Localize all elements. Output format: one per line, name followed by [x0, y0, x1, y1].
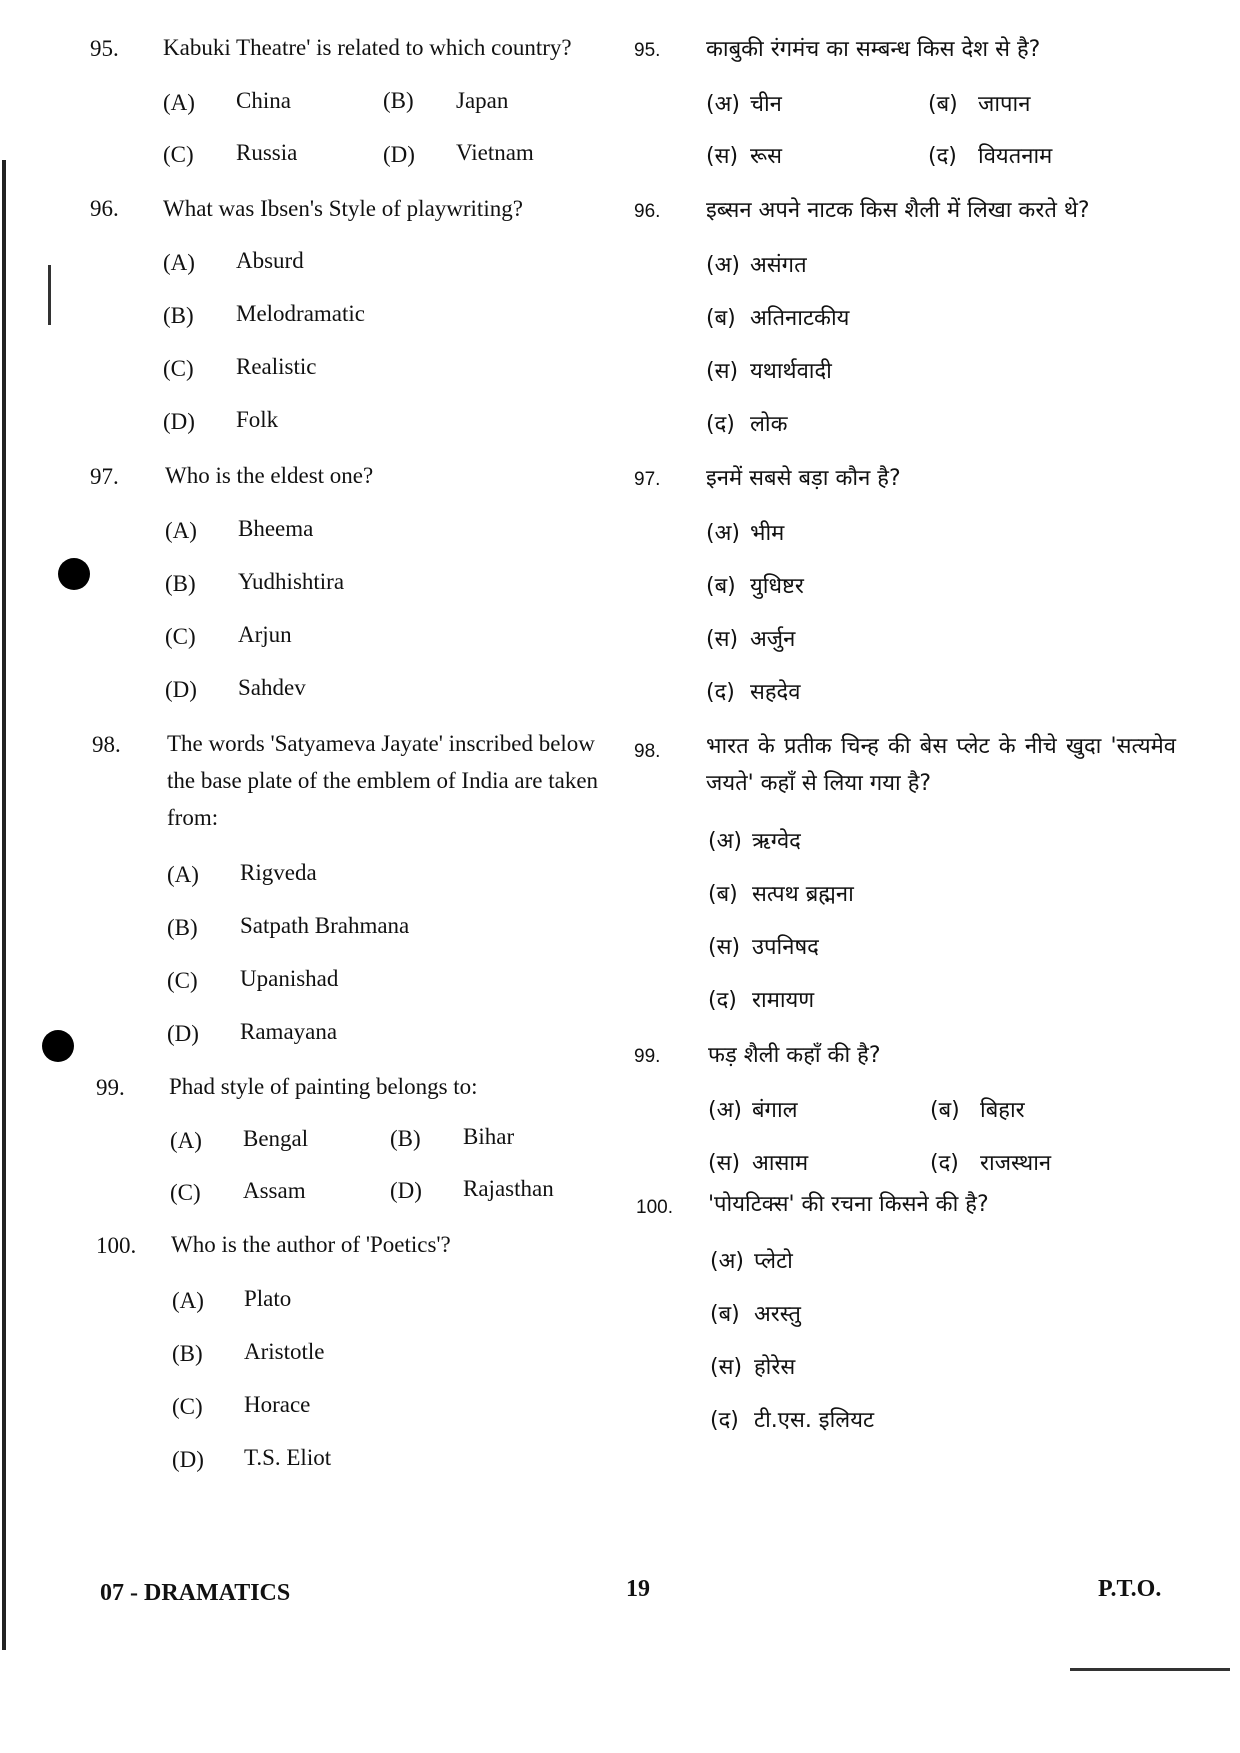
- option-label: (D): [383, 142, 415, 167]
- question-text: Who is the eldest one?: [165, 463, 374, 488]
- option-text: T.S. Eliot: [244, 1445, 332, 1470]
- scan-dot: [42, 1030, 74, 1062]
- option-label: (A): [163, 90, 195, 115]
- option-text: प्लेटो: [754, 1249, 793, 1274]
- question-number: 95.: [634, 40, 661, 61]
- question-text: इनमें सबसे बड़ा कौन है?: [706, 466, 901, 491]
- option-label: (द): [706, 680, 735, 705]
- option-text: ऋग्वेद: [752, 829, 801, 854]
- option-label: (A): [165, 518, 197, 543]
- option-label: (A): [170, 1128, 202, 1153]
- subject-code: 07 - DRAMATICS: [100, 1580, 291, 1606]
- option-text: Horace: [244, 1392, 311, 1417]
- option-label: (अ): [708, 829, 742, 854]
- option-label: (द): [710, 1408, 739, 1433]
- option-label: (B): [390, 1126, 421, 1151]
- question-text: भारत के प्रतीक चिन्ह की बेस प्लेट के नीचे खुदा 'सत्यमेव जयते' कहाँ से लिया गया है?: [706, 734, 1176, 796]
- option-label: (B): [163, 303, 194, 328]
- option-text: Rigveda: [240, 860, 317, 885]
- option-text: आसाम: [752, 1151, 809, 1176]
- option-text: Bengal: [243, 1126, 309, 1151]
- option-text: Aristotle: [244, 1339, 325, 1364]
- question-number: 95.: [90, 36, 119, 61]
- question-number: 96.: [90, 196, 119, 221]
- option-text: Russia: [236, 140, 298, 165]
- option-text: भीम: [750, 521, 785, 546]
- option-text: Bheema: [238, 516, 314, 541]
- option-label: (अ): [706, 253, 740, 278]
- option-label: (B): [172, 1341, 203, 1366]
- option-label: (ब): [708, 882, 738, 907]
- question-text: 'पोयटिक्स' की रचना किसने की है?: [708, 1192, 989, 1217]
- option-text: वियतनाम: [978, 144, 1053, 169]
- option-text: Assam: [243, 1178, 306, 1203]
- option-label: (अ): [708, 1098, 742, 1123]
- question-number: 100.: [636, 1197, 673, 1218]
- option-text: Bihar: [463, 1124, 515, 1149]
- option-label: (D): [165, 677, 197, 702]
- option-label: (A): [163, 250, 195, 275]
- option-text: होरेस: [754, 1355, 796, 1380]
- question-number: 96.: [634, 201, 661, 222]
- option-label: (द): [930, 1151, 959, 1176]
- option-label: (C): [165, 624, 196, 649]
- option-label: (ब): [706, 306, 736, 331]
- option-text: China: [236, 88, 291, 113]
- option-text: Japan: [456, 88, 509, 113]
- question-text: Phad style of painting belongs to:: [169, 1074, 478, 1099]
- option-label: (ब): [710, 1302, 740, 1327]
- option-text: टी.एस. इलियट: [754, 1408, 875, 1433]
- option-label: (C): [172, 1394, 203, 1419]
- question-number: 97.: [634, 469, 661, 490]
- option-text: Plato: [244, 1286, 292, 1311]
- option-text: Folk: [236, 407, 279, 432]
- option-text: Satpath Brahmana: [240, 913, 410, 938]
- option-text: Ramayana: [240, 1019, 338, 1044]
- option-text: अरस्तु: [754, 1302, 801, 1327]
- option-text: Sahdev: [238, 675, 306, 700]
- option-text: Absurd: [236, 248, 304, 273]
- option-text: Arjun: [238, 622, 292, 647]
- option-text: जापान: [978, 92, 1031, 117]
- option-text: बंगाल: [752, 1098, 798, 1123]
- option-text: यथार्थवादी: [750, 359, 832, 384]
- question-text: What was Ibsen's Style of playwriting?: [163, 196, 523, 221]
- scan-mark: [48, 265, 51, 325]
- option-text: अर्जुन: [750, 627, 796, 652]
- option-label: (अ): [706, 92, 740, 117]
- option-text: उपनिषद: [752, 935, 819, 960]
- question-text: The words 'Satyameva Jayate' inscribed below the base plate of the emblem of India are taken from:: [167, 731, 599, 830]
- question-text: Kabuki Theatre' is related to which country?: [163, 35, 572, 60]
- option-label: (B): [165, 571, 196, 596]
- option-text: राजस्थान: [980, 1151, 1052, 1176]
- option-text: Yudhishtira: [238, 569, 345, 594]
- option-text: सहदेव: [750, 680, 801, 705]
- option-text: अतिनाटकीय: [750, 306, 850, 331]
- option-text: सत्पथ ब्रह्मना: [752, 882, 854, 907]
- option-label: (ब): [930, 1098, 960, 1123]
- question-text: इब्सन अपने नाटक किस शैली में लिखा करते थे?: [706, 198, 1090, 223]
- question-number: 99.: [96, 1075, 125, 1100]
- option-text: लोक: [750, 412, 788, 437]
- page-number: 19: [626, 1576, 650, 1602]
- option-text: Melodramatic: [236, 301, 366, 326]
- question-number: 98.: [92, 732, 121, 757]
- option-label: (द): [928, 144, 957, 169]
- option-text: Realistic: [236, 354, 317, 379]
- option-text: Upanishad: [240, 966, 339, 991]
- question-text: फड़ शैली कहाँ की है?: [708, 1043, 881, 1068]
- question-number: 98.: [634, 741, 661, 762]
- option-label: (स): [706, 627, 739, 652]
- scan-margin-line: [2, 160, 6, 1650]
- option-label: (B): [167, 915, 198, 940]
- option-label: (C): [167, 968, 198, 993]
- option-label: (स): [708, 1151, 741, 1176]
- option-label: (स): [706, 144, 739, 169]
- option-label: (D): [172, 1447, 204, 1472]
- option-text: युधिष्टर: [750, 574, 804, 599]
- question-number: 99.: [634, 1046, 661, 1067]
- option-label: (द): [708, 988, 737, 1013]
- option-label: (A): [172, 1288, 204, 1313]
- option-text: असंगत: [750, 253, 807, 278]
- option-label: (D): [390, 1178, 422, 1203]
- option-text: Rajasthan: [463, 1176, 554, 1201]
- option-text: चीन: [750, 92, 782, 117]
- scan-dot: [58, 558, 90, 590]
- option-label: (D): [167, 1021, 199, 1046]
- option-label: (C): [163, 142, 194, 167]
- option-text: रामायण: [752, 988, 815, 1013]
- option-label: (स): [710, 1355, 743, 1380]
- option-label: (अ): [710, 1249, 744, 1274]
- question-text: Who is the author of 'Poetics'?: [171, 1232, 451, 1257]
- option-label: (D): [163, 409, 195, 434]
- option-label: (स): [706, 359, 739, 384]
- question-number: 100.: [96, 1233, 137, 1258]
- option-text: रूस: [750, 144, 782, 169]
- option-label: (अ): [706, 521, 740, 546]
- option-label: (ब): [928, 92, 958, 117]
- option-label: (C): [163, 356, 194, 381]
- option-text: Vietnam: [456, 140, 534, 165]
- scan-underline: [1070, 1668, 1230, 1671]
- option-label: (A): [167, 862, 199, 887]
- question-number: 97.: [90, 464, 119, 489]
- option-label: (द): [706, 412, 735, 437]
- option-label: (स): [708, 935, 741, 960]
- question-text: काबुकी रंगमंच का सम्बन्ध किस देश से है?: [706, 37, 1041, 62]
- option-label: (B): [383, 88, 414, 113]
- option-label: (C): [170, 1180, 201, 1205]
- option-label: (ब): [706, 574, 736, 599]
- pto-label: P.T.O.: [1098, 1576, 1162, 1602]
- option-text: बिहार: [980, 1098, 1025, 1123]
